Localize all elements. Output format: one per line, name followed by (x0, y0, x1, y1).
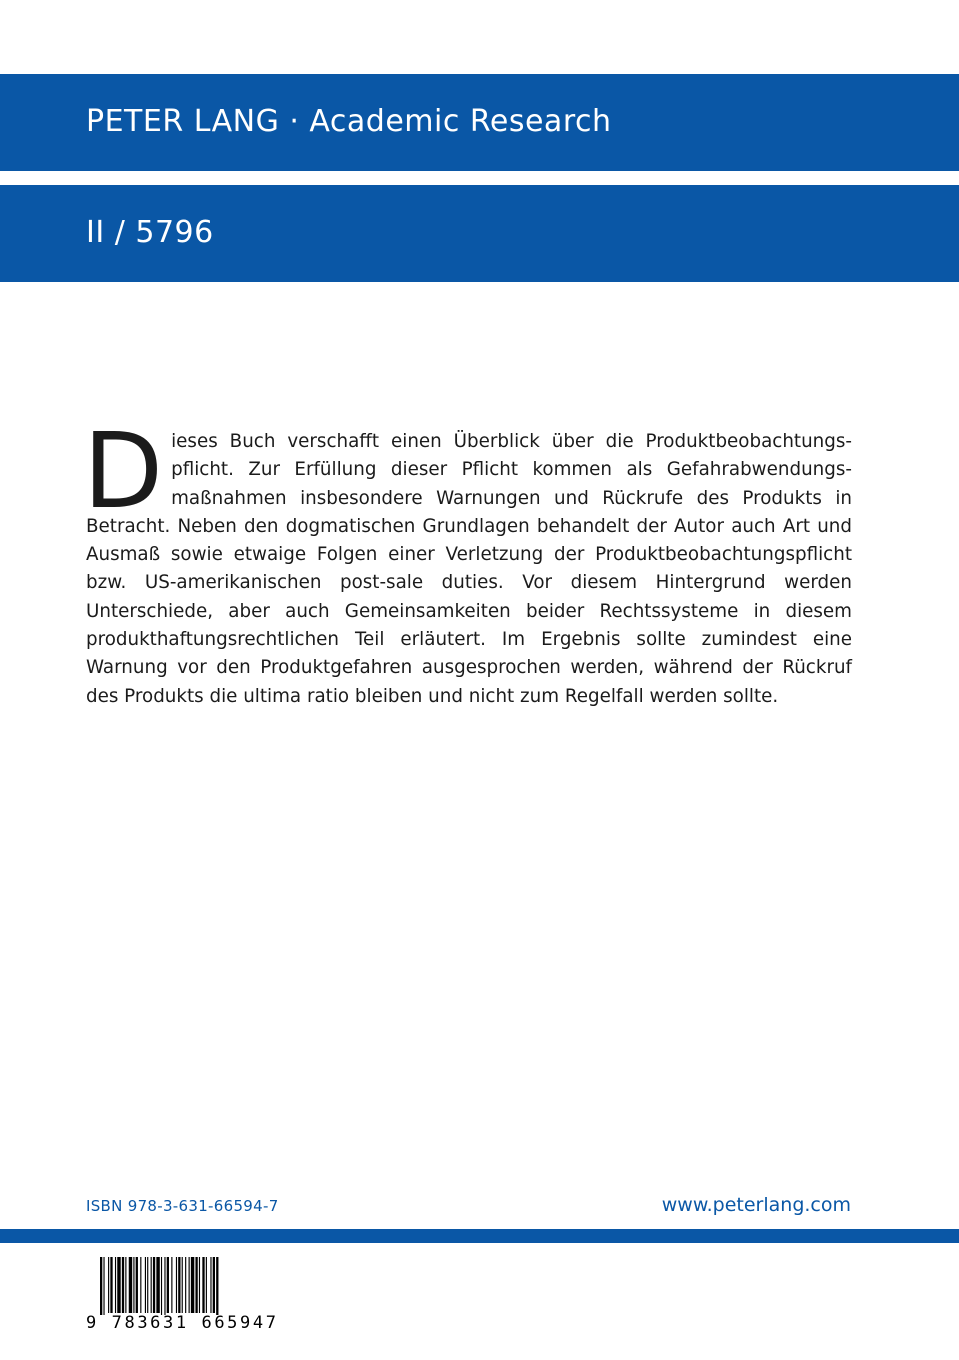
barcode-digits: 9 783631 665947 (86, 1313, 279, 1333)
barcode-bar (171, 1257, 172, 1313)
barcode-bar (145, 1257, 146, 1313)
barcode-bar (191, 1257, 194, 1313)
barcode-bar (161, 1257, 162, 1315)
isbn-label: ISBN 978-3-631-66594-7 (86, 1197, 279, 1215)
barcode-bar (100, 1257, 102, 1315)
barcode-bar (115, 1257, 116, 1313)
barcode-bar (213, 1257, 215, 1313)
barcode-bar (164, 1257, 165, 1315)
barcode-bar (151, 1257, 152, 1313)
barcode-bar (176, 1257, 177, 1313)
barcode-bar (156, 1257, 159, 1313)
barcode-bar (185, 1257, 186, 1313)
barcode-bar (122, 1257, 124, 1313)
barcode-bar (103, 1257, 104, 1315)
series-banner (0, 74, 959, 171)
barcode-bars-icon (84, 1255, 284, 1315)
publisher-website-link[interactable]: www.peterlang.com (661, 1194, 851, 1216)
volume-number: II / 5796 (86, 215, 214, 250)
barcode-bar (136, 1257, 138, 1313)
volume-banner (0, 185, 959, 282)
isbn-barcode (84, 1255, 284, 1335)
barcode-bar (140, 1257, 141, 1313)
barcode-bar (129, 1257, 132, 1313)
series-title: PETER LANG · Academic Research (86, 104, 612, 139)
barcode-bar (167, 1257, 169, 1313)
barcode-bar (178, 1257, 180, 1313)
barcode-bar (195, 1257, 197, 1313)
footer-rule (0, 1229, 959, 1243)
barcode-bar (206, 1257, 207, 1313)
barcode-bar (216, 1257, 218, 1315)
barcode-bar (133, 1257, 134, 1313)
barcode-bar (125, 1257, 126, 1313)
barcode-bar (202, 1257, 204, 1313)
barcode-bar (147, 1257, 148, 1313)
drop-cap: D (83, 410, 164, 532)
barcode-bar (153, 1257, 155, 1313)
barcode-bar (189, 1257, 190, 1313)
barcode-bar (117, 1257, 120, 1313)
book-description (83, 410, 852, 711)
barcode-bar (199, 1257, 200, 1313)
barcode-bar (210, 1257, 211, 1313)
barcode-bar (110, 1257, 112, 1313)
barcode-bar (108, 1257, 109, 1313)
description-text: ieses Buch verschafft einen Überblick über die Produktbeobachtungspflicht. Zur Erfüllung dieser Pflicht kommen als Gefahrabwendungsmaßnahmen insbesondere Warnungen und Rückrufe des Produkts in Betracht. Neben den dogmatischen Grundlagen behandelt der Autor auch Art und Ausmaß sowie etwaige Folgen einer Verletzung der Produktbeobachtungspflicht bzw. US-amerikanischen post-sale duties. Vor diesem Hintergrund werden Unterschiede, aber auch Gemeinsamkeiten beider Rechtssysteme in diesem produkthaftungsrechtlichen Teil erläutert. Im Ergebnis sollte zumindest eine Warnung vor den Produktgefahren ausgesprochen werden, während der Rückruf des Produkts die ultima ratio bleiben und nicht zum Regelfall werden sollte. (86, 431, 852, 707)
barcode-bar (182, 1257, 183, 1313)
